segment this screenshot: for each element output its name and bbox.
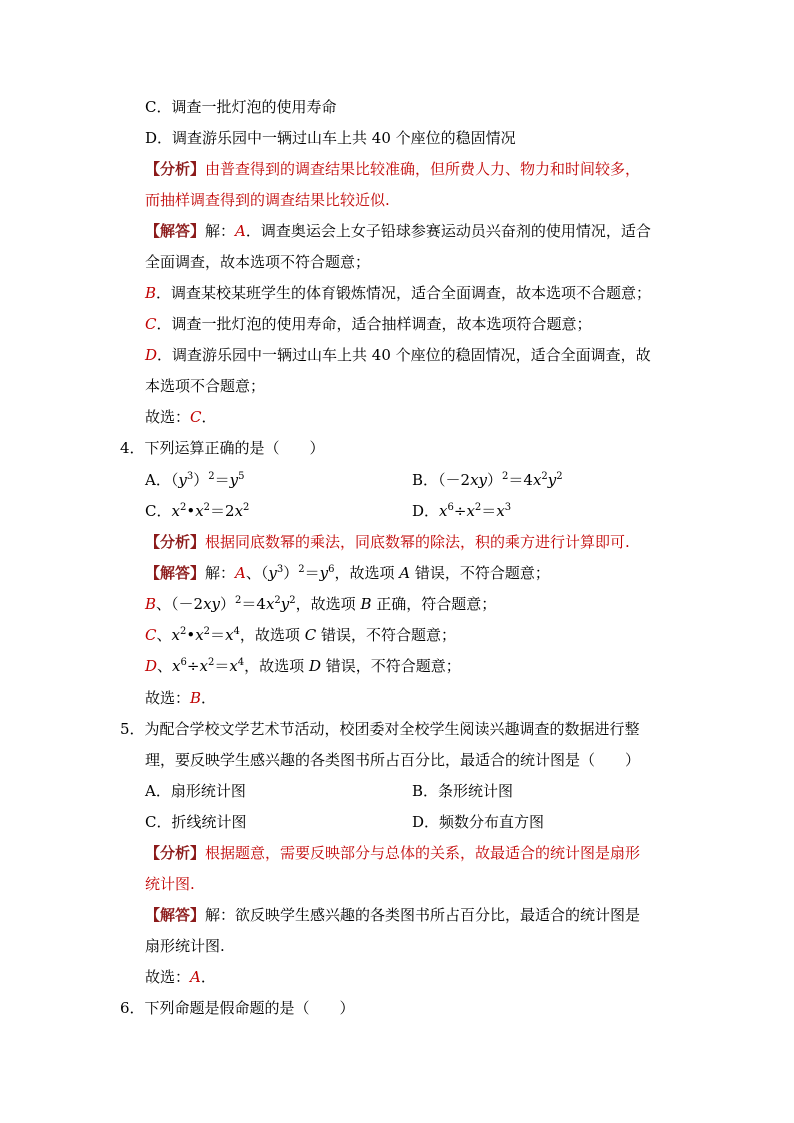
q5-option-c: C．折线统计图: [145, 813, 247, 831]
choice-prefix: 故选：: [145, 408, 191, 426]
q3-answer-b: [145, 283, 651, 303]
q3-answer-d: [145, 345, 651, 365]
q4-analysis-text: 根据同底数幂的乘法，同底数幂的除法，积的乘方进行计算即可.: [205, 533, 630, 551]
q3-analysis: [145, 159, 640, 179]
analysis-tag: 【分析】: [145, 533, 206, 551]
q6-stem: 6．下列命题是假命题的是（ ）: [120, 999, 355, 1017]
q5-analysis-cont: 统计图.: [145, 875, 195, 893]
q4-option-d: D．$x^6\div x^2=x^3$: [412, 502, 512, 520]
q3-answer-a: [145, 221, 651, 241]
q4-answer-c: C、$x^2•x^2=x^4$，故选项 C 错误，不符合题意；: [145, 626, 456, 644]
letter: A: [235, 222, 246, 240]
q5-analysis-text: 根据题意，需要反映部分与总体的关系，故最适合的统计图是扇形: [205, 844, 641, 862]
q5-analysis: [145, 843, 640, 863]
q3-answer-c-text: ．调查一批灯泡的使用寿命，适合抽样调查，故本选项符合题意；: [156, 315, 592, 333]
q5-option-a: A．扇形统计图: [145, 782, 246, 800]
q4-analysis: [145, 532, 630, 552]
q3-answer-a-text: ．调查奥运会上女子铅球参赛运动员兴奋剂的使用情况，适合: [245, 222, 651, 240]
q3-analysis-text: 由普查得到的调查结果比较准确，但所费人力、物力和时间较多，: [205, 160, 641, 178]
q5-choice: 故选：A．: [145, 968, 216, 986]
letter: D: [145, 346, 158, 364]
q3-option-d: D．调查游乐园中一辆过山车上共 40 个座位的稳固情况: [145, 129, 516, 147]
analysis-tag: 【分析】: [145, 844, 206, 862]
letter: C: [145, 315, 157, 333]
q3-answer-d-cont: 本选项不合题意；: [145, 377, 266, 395]
q3-choice: [145, 407, 217, 427]
answer-tag: 【解答】: [145, 564, 206, 582]
q5-option-d: D．频数分布直方图: [412, 813, 545, 831]
q4-option-a: A．$(y^3)^2=y^5$: [145, 471, 245, 489]
q4-stem: 4．下列运算正确的是（ ）: [120, 439, 325, 457]
q4-answer-a: 【解答】解：A、$(y^3)^2=y^6$，故选项 A 错误，不符合题意；: [145, 564, 550, 582]
answer-prefix: 解：: [205, 222, 236, 240]
q3-answer-a-cont: 全面调查，故本选项不符合题意；: [145, 253, 371, 271]
q5-answer-text: 欲反映学生感兴趣的各类图书所占百分比，最适合的统计图是: [235, 906, 641, 924]
choice-letter: C: [190, 408, 202, 426]
choice-suffix: ．: [201, 408, 217, 426]
q5-answer-cont: 扇形统计图.: [145, 937, 225, 955]
q3-analysis-cont: 而抽样调查得到的调查结果比较近似.: [145, 191, 390, 209]
q3-answer-d-text: ．调查游乐园中一辆过山车上共 40 个座位的稳固情况，适合全面调查，故: [157, 346, 651, 364]
q3-answer-b-text: ．调查某校某班学生的体育锻炼情况，适合全面调查，故本选项不合题意；: [156, 284, 652, 302]
q4-choice: 故选：B．: [145, 689, 217, 707]
q5-answer: 【解答】解：欲反映学生感兴趣的各类图书所占百分比，最适合的统计图是: [145, 906, 641, 924]
answer-tag: 【解答】: [145, 222, 206, 240]
q5-stem-cont: 理，要反映学生感兴趣的各类图书所占百分比，最适合的统计图是（ ）: [145, 751, 641, 769]
q5-stem: 5．为配合学校文学艺术节活动，校团委对全校学生阅读兴趣调查的数据进行整: [120, 720, 640, 738]
analysis-tag: 【分析】: [145, 160, 206, 178]
q3-option-c: C．调查一批灯泡的使用寿命: [145, 98, 337, 116]
q4-answer-d: D、$x^6\div x^2=x^4$，故选项 D 错误，不符合题意；: [145, 657, 461, 675]
q3-answer-c: [145, 314, 592, 334]
answer-tag: 【解答】: [145, 906, 206, 924]
letter: B: [145, 284, 157, 302]
q4-option-c: C．$x^2•x^2=2x^2$: [145, 502, 250, 520]
q5-option-b: B．条形统计图: [412, 782, 514, 800]
q4-option-b: B．$(-2xy)^2=4x^2y^2$: [412, 471, 563, 489]
q4-answer-b: B、$(-2xy)^2=4x^2y^2$，故选项 B 正确，符合题意；: [145, 595, 497, 613]
